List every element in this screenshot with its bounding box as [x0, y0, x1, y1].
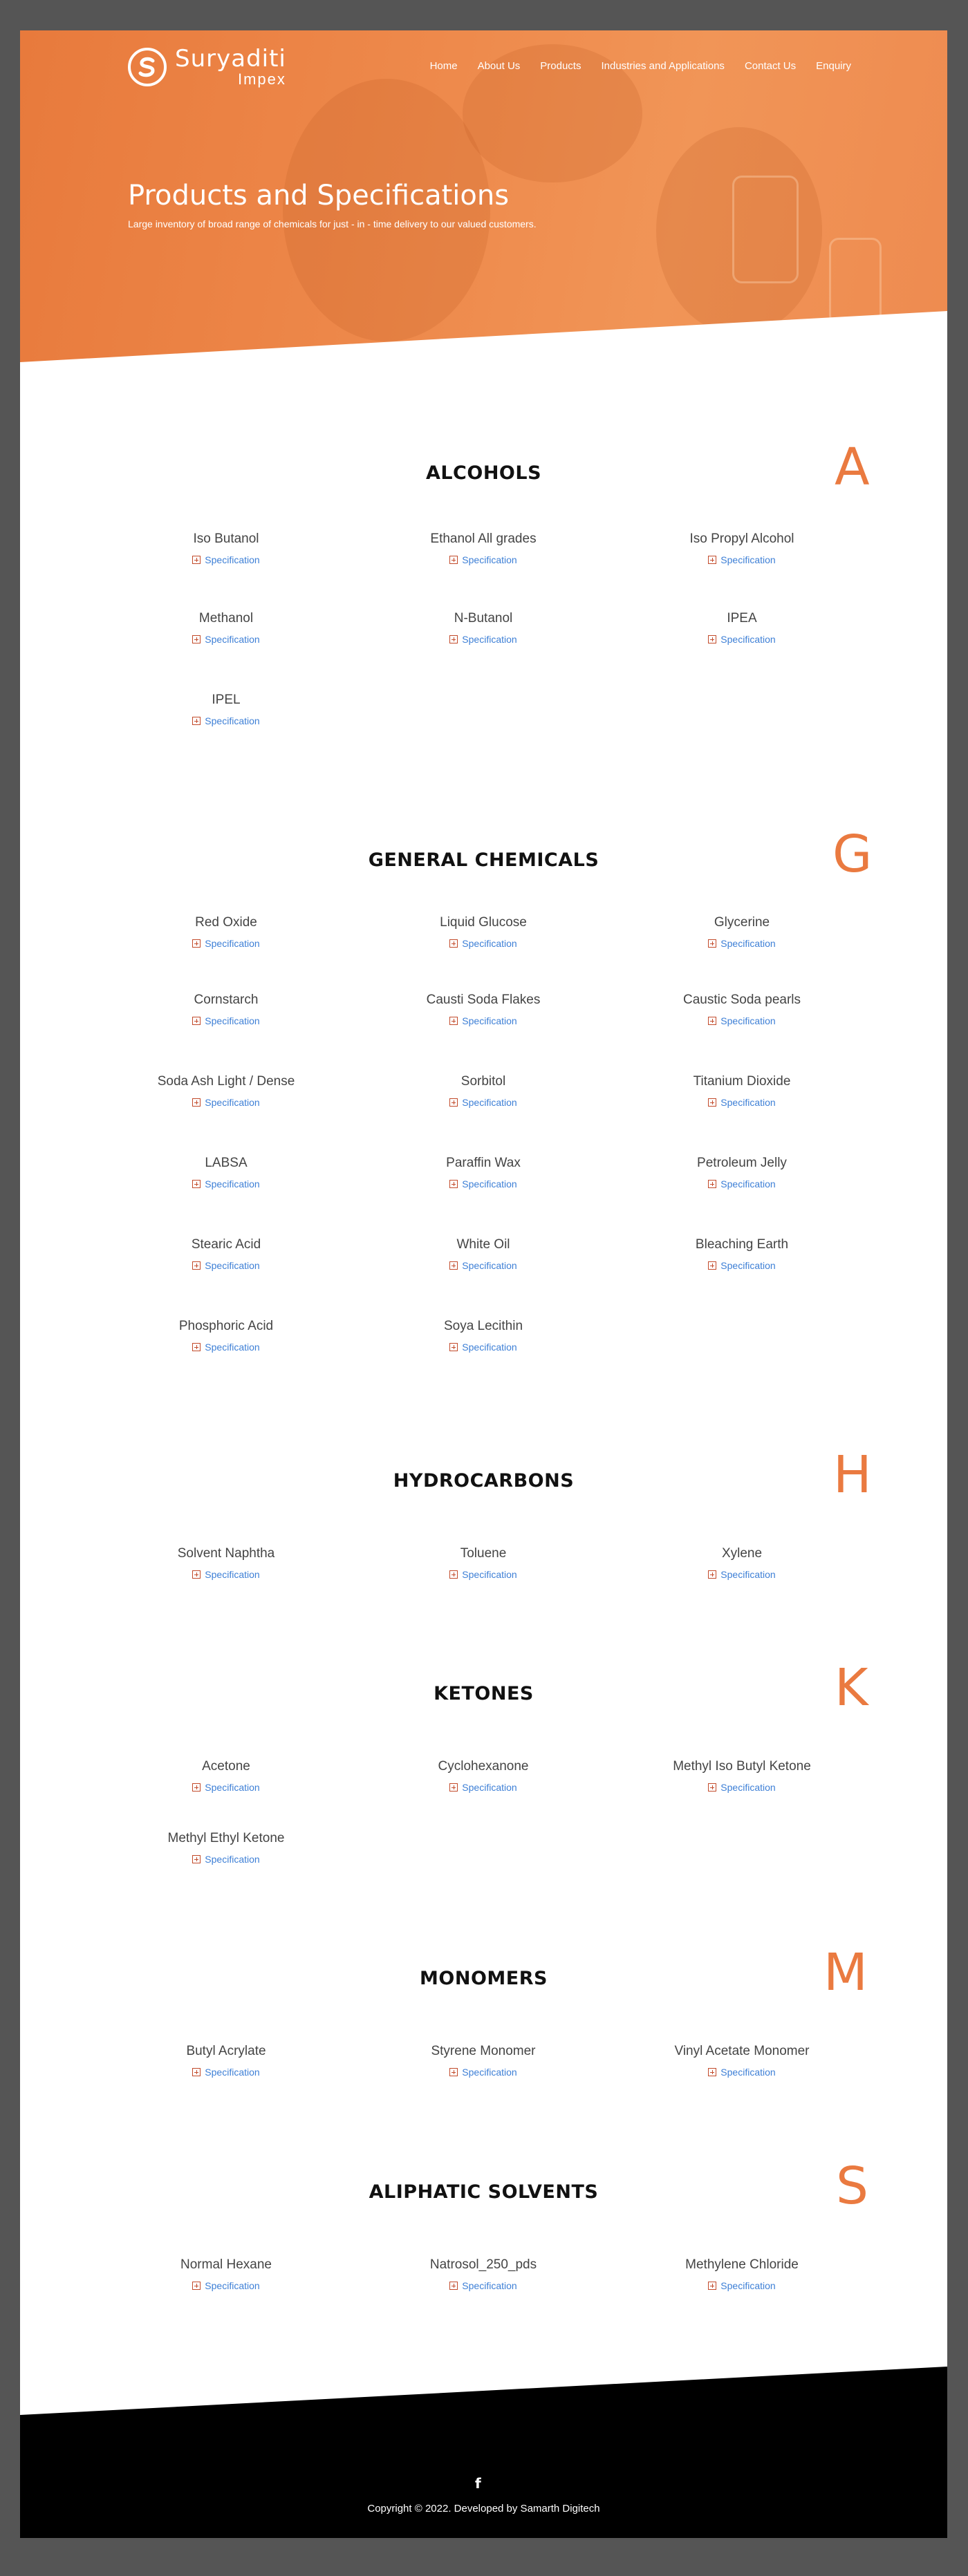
- product-name: Glycerine: [714, 915, 770, 930]
- page-subtitle: Large inventory of broad range of chemicals for just - in - time delivery to our valued customers.: [128, 218, 537, 229]
- specification-link[interactable]: [708, 2067, 775, 2078]
- specification-label: Specification: [462, 633, 517, 645]
- expand-plus-icon: [449, 635, 458, 643]
- specification-link[interactable]: [708, 1178, 775, 1190]
- expand-plus-icon: [449, 1261, 458, 1270]
- specification-label: Specification: [720, 2279, 776, 2291]
- product-item: [98, 1156, 354, 1192]
- logo-icon: [128, 48, 167, 86]
- product-item: [355, 915, 611, 951]
- specification-link[interactable]: [192, 1342, 259, 1353]
- specification-link[interactable]: [192, 634, 259, 645]
- product-item: [98, 1074, 354, 1110]
- specification-link[interactable]: [708, 1782, 775, 1793]
- product-name: Paraffin Wax: [446, 1156, 521, 1170]
- product-item: [614, 1156, 870, 1192]
- product-item: [614, 1074, 870, 1110]
- specification-label: Specification: [462, 937, 517, 949]
- specification-link[interactable]: [449, 1782, 516, 1793]
- product-name: Liquid Glucose: [440, 915, 527, 930]
- product-name: Solvent Naphtha: [177, 1546, 275, 1561]
- product-item: [614, 611, 870, 647]
- specification-link[interactable]: [192, 1097, 259, 1108]
- product-item: [355, 993, 611, 1028]
- specification-label: Specification: [720, 1096, 776, 1108]
- expand-plus-icon: [449, 1570, 458, 1579]
- nav-products[interactable]: Products: [540, 60, 581, 72]
- specification-label: Specification: [462, 2279, 517, 2291]
- product-name: Titanium Dioxide: [693, 1074, 791, 1089]
- specification-link[interactable]: [449, 2067, 516, 2078]
- product-name: Soda Ash Light / Dense: [157, 1074, 295, 1089]
- product-item: [98, 2044, 354, 2080]
- brand-name: Suryaditi: [175, 45, 286, 73]
- product-item: [355, 1319, 611, 1355]
- expand-plus-icon: [192, 1098, 201, 1107]
- expand-plus-icon: [708, 1180, 716, 1188]
- specification-link[interactable]: [449, 2280, 516, 2291]
- section-title: ALCOHOLS: [425, 462, 542, 484]
- product-item: [614, 1759, 870, 1795]
- specification-link[interactable]: [192, 1854, 259, 1865]
- specification-label: Specification: [205, 2066, 260, 2078]
- specification-link[interactable]: [708, 938, 775, 949]
- page-title: Products and Specifications: [128, 180, 510, 211]
- specification-label: Specification: [205, 1015, 260, 1026]
- nav-industries-and-applications[interactable]: Industries and Applications: [601, 60, 725, 72]
- expand-plus-icon: [192, 1570, 201, 1579]
- section-letter: G: [832, 825, 873, 884]
- section-letter: K: [835, 1658, 868, 1718]
- specification-label: Specification: [462, 1781, 517, 1793]
- specification-link[interactable]: [449, 1569, 516, 1580]
- expand-plus-icon: [192, 2282, 201, 2290]
- expand-plus-icon: [449, 1180, 458, 1188]
- specification-link[interactable]: [192, 1569, 259, 1580]
- expand-plus-icon: [449, 1098, 458, 1107]
- product-item: [614, 532, 870, 567]
- product-item: [98, 1319, 354, 1355]
- expand-plus-icon: [192, 1261, 201, 1270]
- section-title: ALIPHATIC SOLVENTS: [369, 2181, 599, 2203]
- product-item: [355, 2044, 611, 2080]
- expand-plus-icon: [449, 1017, 458, 1025]
- expand-plus-icon: [449, 1343, 458, 1351]
- product-item: [614, 2044, 870, 2080]
- product-item: [355, 1074, 611, 1110]
- product-name: Iso Butanol: [193, 532, 259, 546]
- product-name: Methyl Ethyl Ketone: [167, 1831, 285, 1845]
- nav-enquiry[interactable]: Enquiry: [816, 60, 851, 72]
- product-name: Methyl Iso Butyl Ketone: [673, 1759, 811, 1774]
- expand-plus-icon: [192, 1343, 201, 1351]
- product-name: Sorbitol: [460, 1074, 506, 1089]
- specification-link[interactable]: [192, 554, 259, 565]
- product-name: Stearic Acid: [191, 1237, 261, 1252]
- specification-label: Specification: [720, 1015, 776, 1026]
- product-name: N-Butanol: [454, 611, 513, 626]
- product-item: [614, 1546, 870, 1582]
- specification-link[interactable]: [192, 938, 259, 949]
- specification-label: Specification: [462, 1568, 517, 1580]
- expand-plus-icon: [192, 1783, 201, 1792]
- product-item: [98, 1759, 354, 1795]
- product-name: White Oil: [456, 1237, 510, 1252]
- specification-link[interactable]: [449, 1260, 516, 1271]
- specification-label: Specification: [720, 937, 776, 949]
- product-item: [98, 611, 354, 647]
- expand-plus-icon: [449, 2068, 458, 2076]
- product-item: [98, 693, 354, 728]
- expand-plus-icon: [192, 939, 201, 948]
- product-item: [355, 1546, 611, 1582]
- expand-plus-icon: [192, 635, 201, 643]
- expand-plus-icon: [192, 1855, 201, 1863]
- product-name: Bleaching Earth: [695, 1237, 789, 1252]
- product-item: [614, 2257, 870, 2293]
- expand-plus-icon: [192, 1017, 201, 1025]
- specification-label: Specification: [462, 554, 517, 565]
- product-name: IPEL: [212, 693, 241, 707]
- product-item: [98, 532, 354, 567]
- product-item: [355, 1156, 611, 1192]
- hero-banner: [20, 30, 947, 362]
- specification-label: Specification: [205, 1178, 260, 1190]
- specification-link[interactable]: [449, 1342, 516, 1353]
- product-item: [614, 915, 870, 951]
- product-name: Ethanol All grades: [430, 532, 537, 546]
- specification-label: Specification: [462, 1259, 517, 1271]
- section-title: HYDROCARBONS: [393, 1470, 575, 1492]
- product-name: Butyl Acrylate: [186, 2044, 266, 2058]
- specification-link[interactable]: [708, 2280, 775, 2291]
- brand-subtitle: Impex: [237, 70, 286, 88]
- section-title: GENERAL CHEMICALS: [368, 849, 599, 871]
- product-name: Red Oxide: [195, 915, 257, 930]
- specification-link[interactable]: [449, 1015, 516, 1026]
- specification-label: Specification: [205, 1853, 260, 1865]
- expand-plus-icon: [192, 717, 201, 725]
- footer: [20, 2367, 947, 2538]
- section-title: KETONES: [434, 1683, 534, 1704]
- copyright-text: Copyright © 2022. Developed by Samarth Digitech: [367, 2503, 600, 2514]
- specification-label: Specification: [205, 937, 260, 949]
- specification-label: Specification: [205, 1568, 260, 1580]
- section-letter: S: [836, 2156, 868, 2216]
- specification-label: Specification: [205, 1781, 260, 1793]
- specification-label: Specification: [720, 1259, 776, 1271]
- site-logo[interactable]: [128, 47, 286, 87]
- product-name: Methylene Chloride: [685, 2257, 799, 2272]
- expand-plus-icon: [192, 556, 201, 564]
- section-letter: H: [833, 1445, 872, 1505]
- expand-plus-icon: [708, 556, 716, 564]
- specification-link[interactable]: [708, 1097, 775, 1108]
- specification-link[interactable]: [192, 2067, 259, 2078]
- specification-link[interactable]: [449, 1178, 516, 1190]
- nav-home[interactable]: Home: [429, 60, 458, 72]
- specification-link[interactable]: [449, 554, 516, 565]
- nav-contact-us[interactable]: Contact Us: [744, 60, 797, 72]
- specification-label: Specification: [720, 633, 776, 645]
- product-item: [355, 2257, 611, 2293]
- specification-link[interactable]: [449, 938, 516, 949]
- specification-link[interactable]: [449, 634, 516, 645]
- expand-plus-icon: [708, 939, 716, 948]
- section-letter: A: [835, 438, 870, 497]
- specification-link[interactable]: [192, 1178, 259, 1190]
- specification-link[interactable]: [192, 1015, 259, 1026]
- product-item: [98, 2257, 354, 2293]
- product-name: Styrene Monomer: [431, 2044, 536, 2058]
- product-name: Soya Lecithin: [443, 1319, 523, 1333]
- product-name: Vinyl Acetate Monomer: [674, 2044, 810, 2058]
- specification-link[interactable]: [708, 1260, 775, 1271]
- product-item: [355, 1759, 611, 1795]
- product-item: [355, 532, 611, 567]
- product-name: LABSA: [205, 1156, 248, 1170]
- product-name: Normal Hexane: [180, 2257, 272, 2272]
- product-name: Acetone: [202, 1759, 250, 1774]
- product-name: Cornstarch: [194, 993, 259, 1007]
- specification-label: Specification: [205, 715, 260, 726]
- specification-label: Specification: [462, 1341, 517, 1353]
- product-name: Iso Propyl Alcohol: [689, 532, 794, 546]
- expand-plus-icon: [449, 2282, 458, 2290]
- product-item: [98, 915, 354, 951]
- specification-label: Specification: [462, 2066, 517, 2078]
- specification-label: Specification: [205, 554, 260, 565]
- specification-label: Specification: [205, 2279, 260, 2291]
- main-navigation: [410, 60, 851, 72]
- specification-label: Specification: [205, 1259, 260, 1271]
- product-item: [355, 611, 611, 647]
- specification-label: Specification: [462, 1015, 517, 1026]
- product-item: [98, 1237, 354, 1273]
- specification-link[interactable]: [708, 634, 775, 645]
- expand-plus-icon: [449, 556, 458, 564]
- specification-label: Specification: [720, 554, 776, 565]
- product-name: Natrosol_250_pds: [429, 2257, 537, 2272]
- expand-plus-icon: [449, 939, 458, 948]
- expand-plus-icon: [708, 1017, 716, 1025]
- page: [20, 30, 947, 2538]
- specification-label: Specification: [205, 633, 260, 645]
- section-title: MONOMERS: [420, 1968, 548, 1989]
- specification-link[interactable]: [192, 1260, 259, 1271]
- expand-plus-icon: [708, 1261, 716, 1270]
- product-item: [98, 1831, 354, 1867]
- product-item: [98, 1546, 354, 1582]
- product-item: [355, 1237, 611, 1273]
- specification-link[interactable]: [708, 1015, 775, 1026]
- expand-plus-icon: [192, 1180, 201, 1188]
- expand-plus-icon: [708, 635, 716, 643]
- product-name: Methanol: [198, 611, 254, 626]
- expand-plus-icon: [449, 1783, 458, 1792]
- product-name: Toluene: [460, 1546, 507, 1561]
- specification-link[interactable]: [708, 1569, 775, 1580]
- product-name: Cyclohexanone: [438, 1759, 529, 1774]
- expand-plus-icon: [192, 2068, 201, 2076]
- specification-label: Specification: [462, 1178, 517, 1190]
- product-name: Caustic Soda pearls: [682, 993, 801, 1007]
- product-item: [614, 993, 870, 1028]
- expand-plus-icon: [708, 1098, 716, 1107]
- specification-label: Specification: [205, 1096, 260, 1108]
- expand-plus-icon: [708, 2068, 716, 2076]
- specification-label: Specification: [720, 1781, 776, 1793]
- specification-link[interactable]: [708, 554, 775, 565]
- product-item: [98, 993, 354, 1028]
- nav-about-us[interactable]: About Us: [477, 60, 521, 72]
- expand-plus-icon: [708, 1783, 716, 1792]
- specification-label: Specification: [720, 1568, 776, 1580]
- product-name: Xylene: [721, 1546, 763, 1561]
- specification-link[interactable]: [449, 1097, 516, 1108]
- specification-label: Specification: [720, 2066, 776, 2078]
- facebook-icon[interactable]: f: [475, 2475, 481, 2492]
- specification-link[interactable]: [192, 2280, 259, 2291]
- beaker-graphic: [829, 238, 882, 325]
- specification-label: Specification: [462, 1096, 517, 1108]
- section-letter: M: [823, 1943, 868, 2002]
- specification-label: Specification: [720, 1178, 776, 1190]
- product-item: [614, 1237, 870, 1273]
- expand-plus-icon: [708, 1570, 716, 1579]
- product-name: Phosphoric Acid: [178, 1319, 274, 1333]
- product-name: IPEA: [727, 611, 757, 626]
- specification-link[interactable]: [192, 1782, 259, 1793]
- specification-label: Specification: [205, 1341, 260, 1353]
- specification-link[interactable]: [192, 715, 259, 726]
- product-name: Causti Soda Flakes: [426, 993, 541, 1007]
- expand-plus-icon: [708, 2282, 716, 2290]
- product-name: Petroleum Jelly: [697, 1156, 787, 1170]
- beaker-graphic: [732, 176, 799, 283]
